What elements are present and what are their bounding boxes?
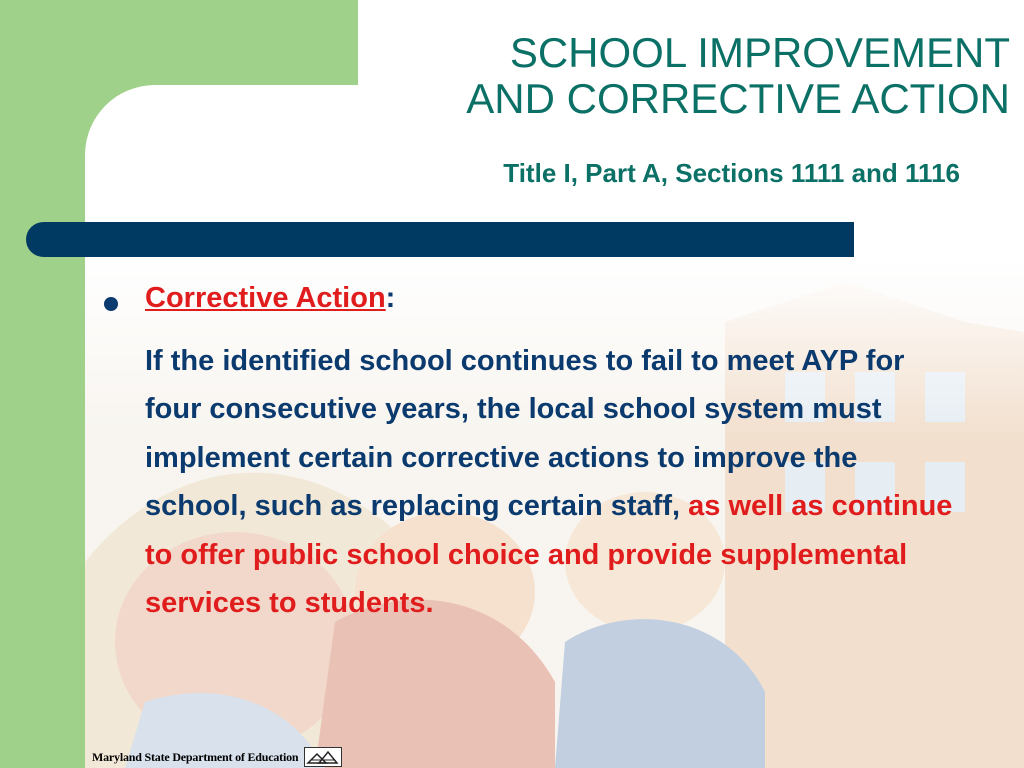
slide-title-line-1: SCHOOL IMPROVEMENT: [509, 29, 1010, 76]
title-divider-bar: [26, 222, 854, 257]
bullet-heading-label: Corrective Action: [145, 282, 386, 314]
footer: [92, 747, 342, 767]
footer-organization: Maryland State Department of Education: [92, 749, 299, 764]
bullet-heading: [145, 282, 395, 315]
bullet-body: [145, 337, 955, 627]
bullet-body-highlight: as well as continue to offer public school choice and provide supplemental services to students.: [145, 490, 953, 620]
slide-title-line-2: AND CORRECTIVE ACTION: [466, 75, 1010, 122]
slide-title: [300, 30, 1010, 122]
bullet-heading-colon: :: [385, 282, 396, 314]
bullet-body-text: If the identified school continues to fail to meet AYP for four consecutive years, the local school system must implement certain corrective actions to improve the school, such as replacing certain staff,: [145, 345, 905, 523]
msde-logo-icon: [304, 747, 342, 767]
bullet-dot-icon: [104, 297, 118, 311]
slide-subtitle: Title I, Part A, Sections 1111 and 1116: [503, 158, 960, 188]
